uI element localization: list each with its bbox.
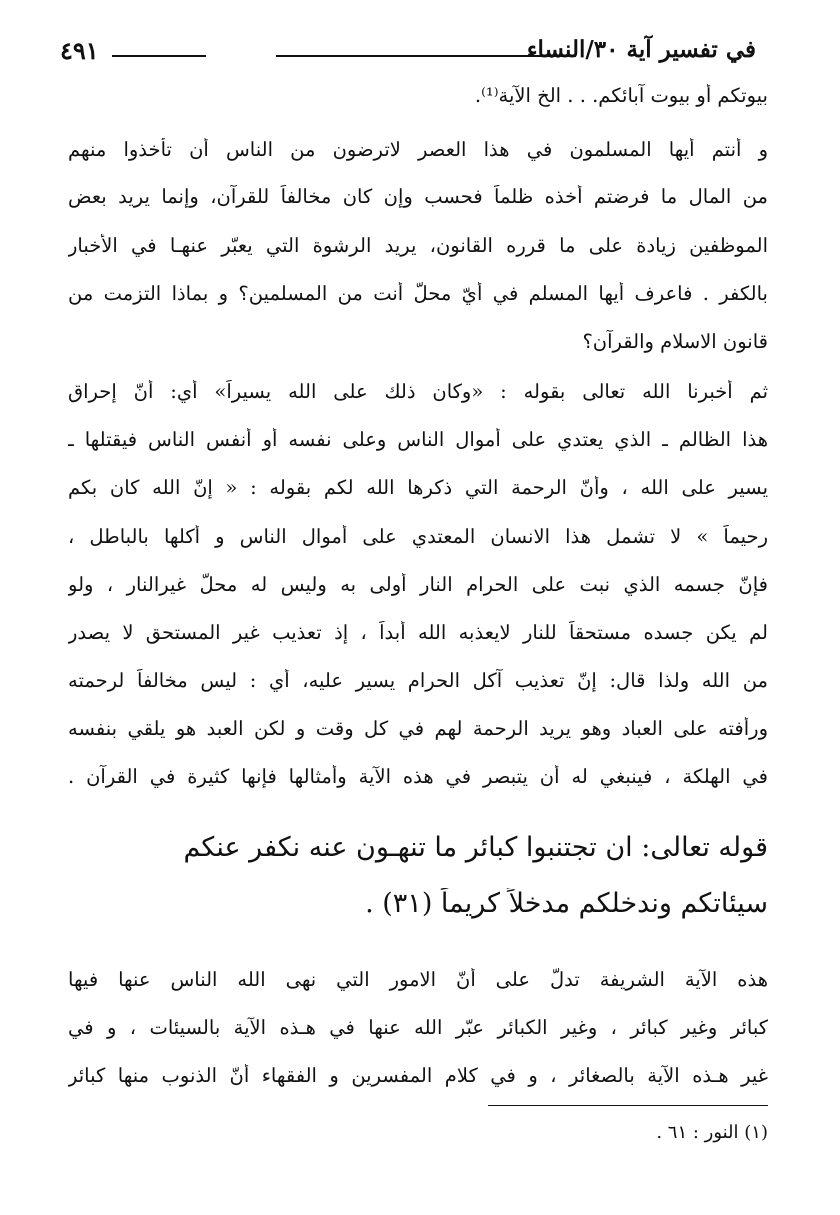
footnote-rule — [488, 1105, 768, 1106]
text-line: ثم أخبرنا الله تعالى بقوله : «وكان ذلك على الله يسيراً» أي: أنّ إحراق — [68, 380, 768, 403]
page-number: ٤٩١ — [60, 36, 99, 65]
text-line: من المال ما فرضتم أخذه ظلماً فحسب وإن كان مخالفاً للقرآن، وإنما يريد بعض — [68, 185, 768, 208]
header-rule — [112, 55, 206, 57]
footnote: (١) النور : ٦١ . — [656, 1122, 768, 1143]
text-line: ورأفته على العباد وهو يريد الرحمة لهم في كل وقت و لكن العبد هو يلقي بنفسه — [68, 717, 768, 740]
text-line: لم يكن جسده مستحقاً للنار لايعذبه الله أبداً ، إذ تعذيب غير المستحق لا يصدر — [68, 621, 768, 644]
running-title: في تفسير آية ٣٠/النساء — [526, 36, 756, 63]
text-line: غير هـذه الآية بالصغائر ، و في كلام المفسرين و الفقهاء أنّ الذنوب منها كبائر — [68, 1064, 768, 1087]
text-line: قانون الاسلام والقرآن؟ — [582, 330, 768, 353]
text-line: بيوتكم أو بيوت آبائكم. . . الخ الآية⁽¹⁾. — [474, 84, 768, 107]
text-line: من الله ولذا قال: إنّ تعذيب آكل الحرام يسير عليه، أي : ليس مخالفاً لرحمته — [68, 669, 768, 692]
text-line: الموظفين زيادة على ما قرره القانون، يريد الرشوة التي يعبّر عنهـا في الأخبار — [68, 234, 768, 257]
text-line: كبائر وغير كبائر ، وغير الكبائر عبّر الله عنها في هـذه الآية بالسيئات ، و في — [68, 1016, 768, 1039]
text-line: بالكفر . فاعرف أيها المسلم في أيّ محلّ أنت من المسلمين؟ و بماذا التزمت من — [68, 282, 768, 305]
text-line: فإنّ جسمه الذي نبت على الحرام النار أولى به وليس له محلّ غيرالنار ، ولو — [68, 573, 768, 596]
text-line: هذه الآية الشريفة تدلّ على أنّ الامور التي نهى الله الناس عنها فيها — [68, 968, 768, 991]
text-line: في الهلكة ، فينبغي له أن يتبصر في هذه الآية وأمثالها فإنها كثيرة في القرآن . — [68, 765, 768, 788]
page-header — [56, 36, 756, 76]
text-line: يسير على الله ، وأنّ الرحمة التي ذكرها الله لكم بقوله : « إنّ الله كان بكم — [68, 476, 768, 499]
text-line: رحيماً » لا تشمل هذا الانسان المعتدي على أموال الناس و أكلها بالباطل ، — [68, 525, 768, 548]
quran-verse-line: قوله تعالى: ان تجتنبوا كبائر ما تنهـون عنه نكفر عنكم — [183, 832, 768, 863]
quran-verse-line: سيئاتكم وندخلكم مدخلاً كريماً (٣١) . — [365, 888, 768, 919]
text-line: و أنتم أيها المسلمون في هذا العصر لاترضون من الناس أن تأخذوا منهم — [68, 138, 768, 161]
text-line: هذا الظالم ـ الذي يعتدي على أموال الناس وعلى نفسه أو أنفس الناس فيقتلها ـ — [68, 428, 768, 451]
